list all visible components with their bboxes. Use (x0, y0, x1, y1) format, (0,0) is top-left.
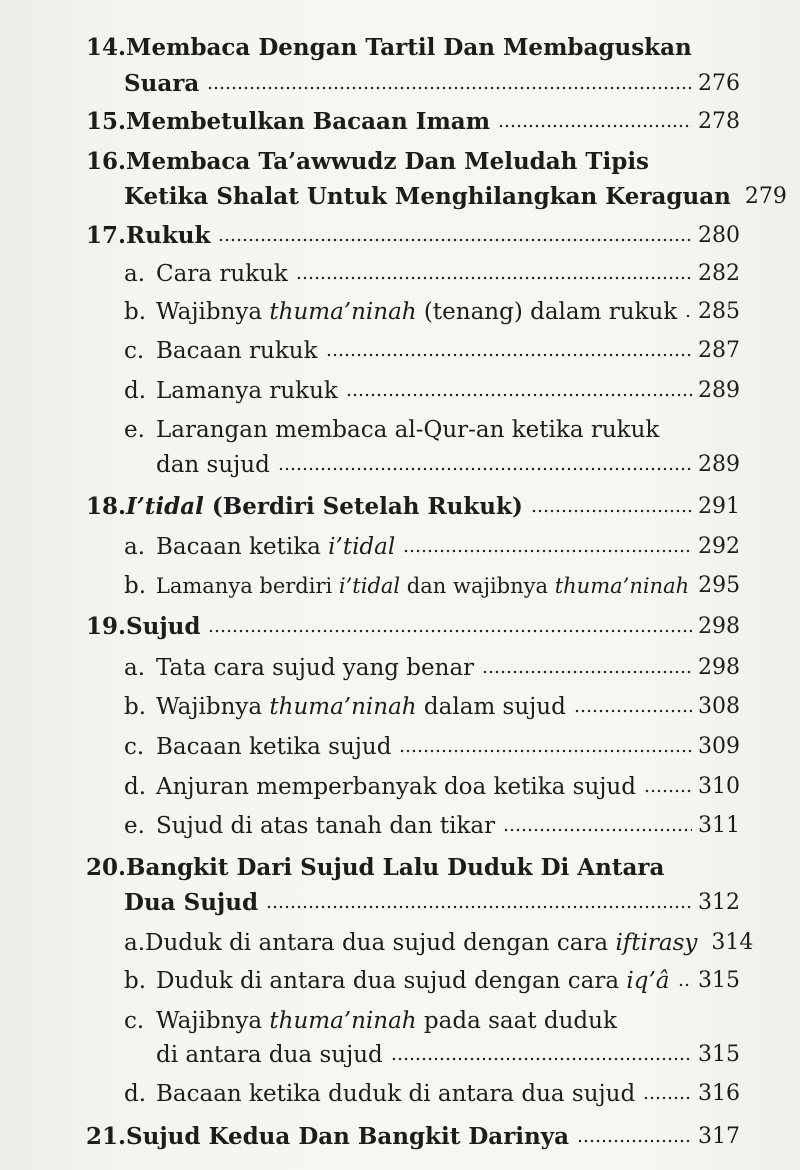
page-number: 314 (711, 930, 754, 955)
toc-entry-18 (86, 493, 740, 521)
toc-entry-17e (124, 416, 659, 444)
entry-title: Bacaan ketika duduk di antara dua sujud (156, 1081, 636, 1107)
toc-entry-17a (124, 260, 740, 288)
entry-letter: d. (124, 774, 147, 800)
dot-leader (498, 123, 692, 129)
entry-title: Sujud di atas tanah dan tikar (156, 813, 496, 839)
page-number: 309 (698, 734, 740, 759)
page-number: 279 (744, 184, 787, 209)
toc-entry-20b (124, 967, 740, 995)
toc-entry-19e (124, 812, 740, 840)
entry-title: I’tidal (Berdiri Setelah Rukuk) (126, 493, 523, 520)
dot-leader (685, 313, 692, 319)
entry-title: Suara (124, 70, 200, 97)
entry-letter: d. (124, 1081, 147, 1107)
dot-leader (403, 548, 692, 554)
entry-title: Duduk di antara dua sujud dengan cara iq’â (156, 968, 670, 994)
entry-title: Bacaan rukuk (156, 338, 318, 364)
dot-leader (391, 1056, 692, 1062)
page-number: 291 (698, 494, 740, 519)
page-number: 311 (698, 813, 740, 838)
toc-entry-21 (86, 1123, 740, 1151)
entry-letter: e. (124, 813, 145, 839)
page-number: 285 (698, 299, 740, 324)
page-number: 295 (698, 573, 741, 598)
entry-title: Sujud Kedua Dan Bangkit Darinya (126, 1123, 570, 1150)
dot-leader (577, 1138, 692, 1144)
toc-entry-14 (86, 34, 692, 62)
page-number: 289 (698, 452, 740, 477)
toc-entry-19c (124, 733, 740, 761)
entry-number: 18. (86, 493, 127, 520)
page-number: 280 (698, 223, 740, 248)
toc-entry-17c (124, 337, 740, 365)
entry-letter: b. (124, 694, 147, 720)
page-number: 278 (698, 109, 740, 134)
toc-entry-20d (124, 1080, 740, 1108)
toc-entry-15 (86, 108, 740, 136)
entry-number: 16. (86, 148, 127, 175)
entry-title: Membaca Dengan Tartil Dan Membaguskan (126, 34, 692, 61)
page-number: 282 (698, 261, 740, 286)
page-number: 315 (698, 968, 740, 993)
page-number: 315 (698, 1042, 740, 1067)
toc-entry-17b (124, 298, 740, 326)
entry-letter: a. (124, 655, 146, 681)
toc-entry-20 (86, 854, 664, 882)
dot-leader (346, 392, 692, 398)
toc-entry-16-cont (124, 183, 787, 211)
dot-leader (678, 982, 692, 988)
entry-title: Rukuk (126, 222, 211, 249)
entry-title: Wajibnya thuma’ninah dalam sujud (156, 694, 566, 720)
entry-title: Bacaan ketika sujud (156, 734, 392, 760)
dot-leader (208, 628, 692, 634)
page-number: 310 (698, 774, 740, 799)
entry-number: 19. (86, 613, 127, 640)
dot-leader (278, 466, 692, 472)
entry-title: Ketika Shalat Untuk Menghilangkan Keraguan (124, 183, 731, 210)
toc-entry-14-cont (124, 70, 740, 98)
toc-entry-17e-cont (156, 451, 740, 479)
dot-leader (503, 827, 692, 833)
dot-leader (326, 352, 692, 358)
dot-leader (266, 904, 692, 910)
toc-entry-18b (124, 572, 740, 600)
entry-title: Bangkit Dari Sujud Lalu Duduk Di Antara (126, 854, 665, 881)
dot-leader (296, 275, 692, 281)
toc-entry-19 (86, 613, 740, 641)
entry-letter: a. (124, 930, 146, 956)
entry-letter: b. (124, 299, 147, 325)
dot-leader (207, 85, 692, 91)
page-number: 312 (698, 890, 740, 915)
entry-title: Lamanya berdiri i’tidal dan wajibnya thuma’ninah (155, 574, 690, 598)
page-number: 287 (698, 338, 740, 363)
entry-title: Duduk di antara dua sujud dengan cara iftirasy (145, 930, 698, 956)
toc-entry-19b (124, 693, 740, 721)
entry-title: Tata cara sujud yang benar (156, 655, 475, 681)
entry-letter: b. (124, 968, 147, 994)
page-number: 317 (698, 1124, 740, 1149)
entry-letter: c. (124, 734, 145, 760)
entry-letter: c. (124, 338, 145, 364)
page-number: 276 (698, 71, 740, 96)
dot-leader (399, 748, 692, 754)
entry-title: Bacaan ketika i’tidal (156, 534, 396, 560)
entry-number: 21. (86, 1123, 127, 1150)
entry-title: Membaca Ta’awwudz Dan Meludah Tipis (126, 148, 650, 175)
page-number: 298 (698, 614, 740, 639)
entry-letter: a. (124, 261, 146, 287)
toc-entry-16 (86, 148, 649, 176)
entry-letter: e. (124, 417, 145, 443)
toc-entry-19d (124, 773, 740, 801)
entry-letter: b. (124, 573, 147, 599)
dot-leader (218, 237, 692, 243)
entry-number: 14. (86, 34, 127, 61)
page-number: 298 (698, 655, 740, 680)
toc-entry-18a (124, 533, 740, 561)
page-number: 292 (698, 534, 740, 559)
entry-number: 20. (86, 854, 127, 881)
toc-entry-20a (124, 929, 754, 957)
entry-title: Sujud (126, 613, 201, 640)
dot-leader (482, 669, 692, 675)
toc-entry-17d (124, 377, 740, 405)
entry-title: dan sujud (156, 452, 270, 478)
entry-letter: d. (124, 378, 147, 404)
entry-title: Larangan membaca al-Qur-an ketika rukuk (156, 417, 660, 443)
entry-title: Membetulkan Bacaan Imam (126, 108, 491, 135)
toc-entry-20-cont (124, 889, 740, 917)
entry-title: Wajibnya thuma’ninah pada saat duduk (156, 1008, 617, 1034)
entry-title: Cara rukuk (156, 261, 288, 287)
entry-title: Anjuran memperbanyak doa ketika sujud (156, 774, 636, 800)
entry-title: di antara dua sujud (156, 1042, 383, 1068)
dot-leader (644, 788, 692, 794)
page-number: 289 (698, 378, 740, 403)
dot-leader (531, 508, 692, 514)
entry-title: Lamanya rukuk (156, 378, 338, 404)
page-number: 316 (698, 1081, 740, 1106)
toc-entry-20c (124, 1007, 617, 1035)
toc-entry-20c-cont (156, 1041, 740, 1069)
entry-letter: a. (124, 534, 146, 560)
toc-entry-19a (124, 654, 740, 682)
entry-number: 17. (86, 222, 127, 249)
entry-title: Wajibnya thuma’ninah (tenang) dalam rukuk (156, 299, 678, 325)
entry-letter: c. (124, 1008, 145, 1034)
toc-entry-17 (86, 222, 740, 250)
entry-title: Dua Sujud (124, 889, 259, 916)
dot-leader (643, 1095, 692, 1101)
page-number: 308 (698, 694, 740, 719)
dot-leader (574, 708, 692, 714)
entry-number: 15. (86, 108, 127, 135)
